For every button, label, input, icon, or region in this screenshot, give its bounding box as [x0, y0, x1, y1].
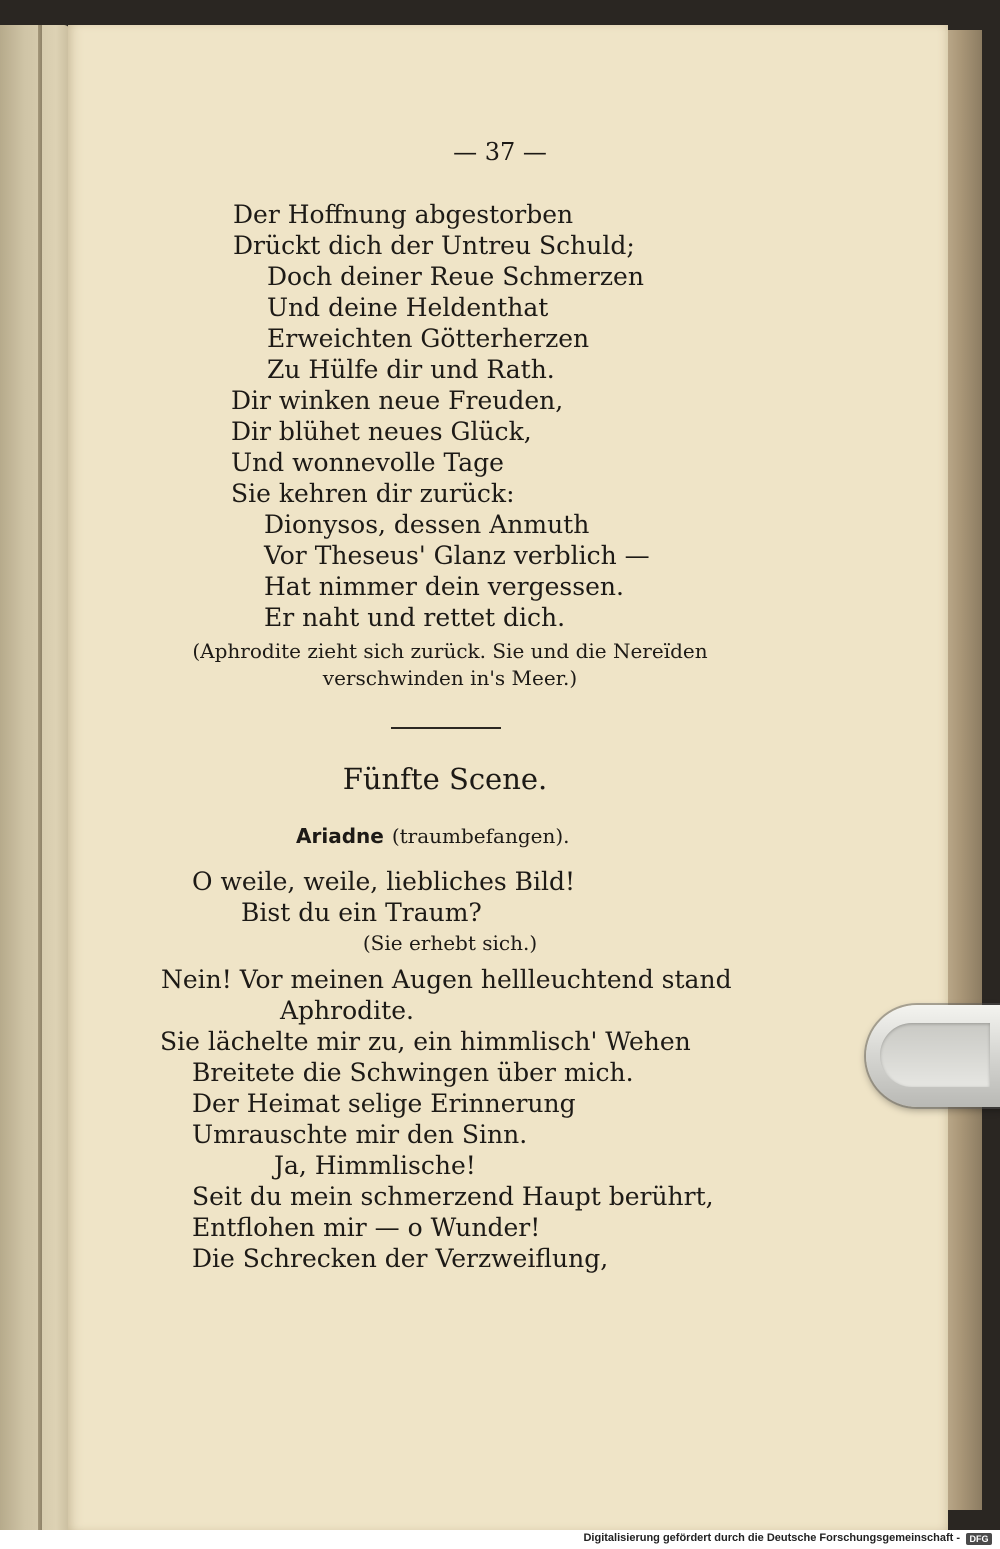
- verse-line: Er naht und rettet dich.: [264, 603, 566, 632]
- verse-line: Sie kehren dir zurück:: [231, 479, 515, 508]
- speaker-heading: [296, 824, 570, 848]
- verse-line: Dionysos, dessen Anmuth: [264, 510, 590, 539]
- speaker-name: Ariadne: [296, 824, 384, 848]
- verse-line: Die Schrecken der Verzweiflung,: [192, 1244, 609, 1273]
- verse-line: Bist du ein Traum?: [241, 898, 482, 927]
- page-clip: [866, 1005, 1000, 1107]
- verse-line: Breitete die Schwingen über mich.: [192, 1058, 634, 1087]
- stage-direction: (Sie erhebt sich.): [362, 931, 538, 955]
- verse-line: Hat nimmer dein vergessen.: [264, 572, 624, 601]
- funding-credit: Digitalisierung gefördert durch die Deutsche Forschungsgemeinschaft -: [583, 1532, 960, 1544]
- verse-line: Der Heimat selige Erinnerung: [192, 1089, 576, 1118]
- footer-bar: [0, 1530, 1000, 1549]
- verse-line: Entflohen mir — o Wunder!: [192, 1213, 541, 1242]
- dfg-logo: DFG: [966, 1533, 992, 1545]
- verse-line: Umrauschte mir den Sinn.: [192, 1120, 528, 1149]
- verse-line: Und deine Heldenthat: [267, 293, 549, 322]
- scene-title: Fünfte Scene.: [342, 762, 548, 796]
- stage-direction: verschwinden in's Meer.): [322, 666, 578, 690]
- verse-line: Vor Theseus' Glanz verblich —: [264, 541, 650, 570]
- verse-line: Ja, Himmlische!: [274, 1151, 476, 1180]
- verse-line: Und wonnevolle Tage: [231, 448, 504, 477]
- stage-direction: (Aphrodite zieht sich zurück. Sie und die Nereïden: [192, 639, 708, 663]
- speaker-direction: (traumbefangen).: [391, 824, 570, 848]
- verse-line: Zu Hülfe dir und Rath.: [267, 355, 555, 384]
- scene-divider: [391, 727, 501, 729]
- verse-line: Dir winken neue Freuden,: [231, 386, 564, 415]
- verse-line: Drückt dich der Untreu Schuld;: [233, 231, 635, 260]
- verse-line: Seit du mein schmerzend Haupt berührt,: [192, 1182, 714, 1211]
- verse-line: Aphrodite.: [280, 996, 414, 1025]
- verse-line: Sie lächelte mir zu, ein himmlisch' Wehen: [160, 1027, 691, 1056]
- verse-line: Doch deiner Reue Schmerzen: [267, 262, 644, 291]
- verse-line: Dir blühet neues Glück,: [231, 417, 532, 446]
- verse-line: Nein! Vor meinen Augen hellleuchtend stand: [161, 965, 732, 994]
- verse-line: O weile, weile, liebliches Bild!: [192, 867, 576, 896]
- page-number: — 37 —: [453, 138, 547, 166]
- verse-line: Erweichten Götterherzen: [267, 324, 590, 353]
- verse-line: Der Hoffnung abgestorben: [233, 200, 574, 229]
